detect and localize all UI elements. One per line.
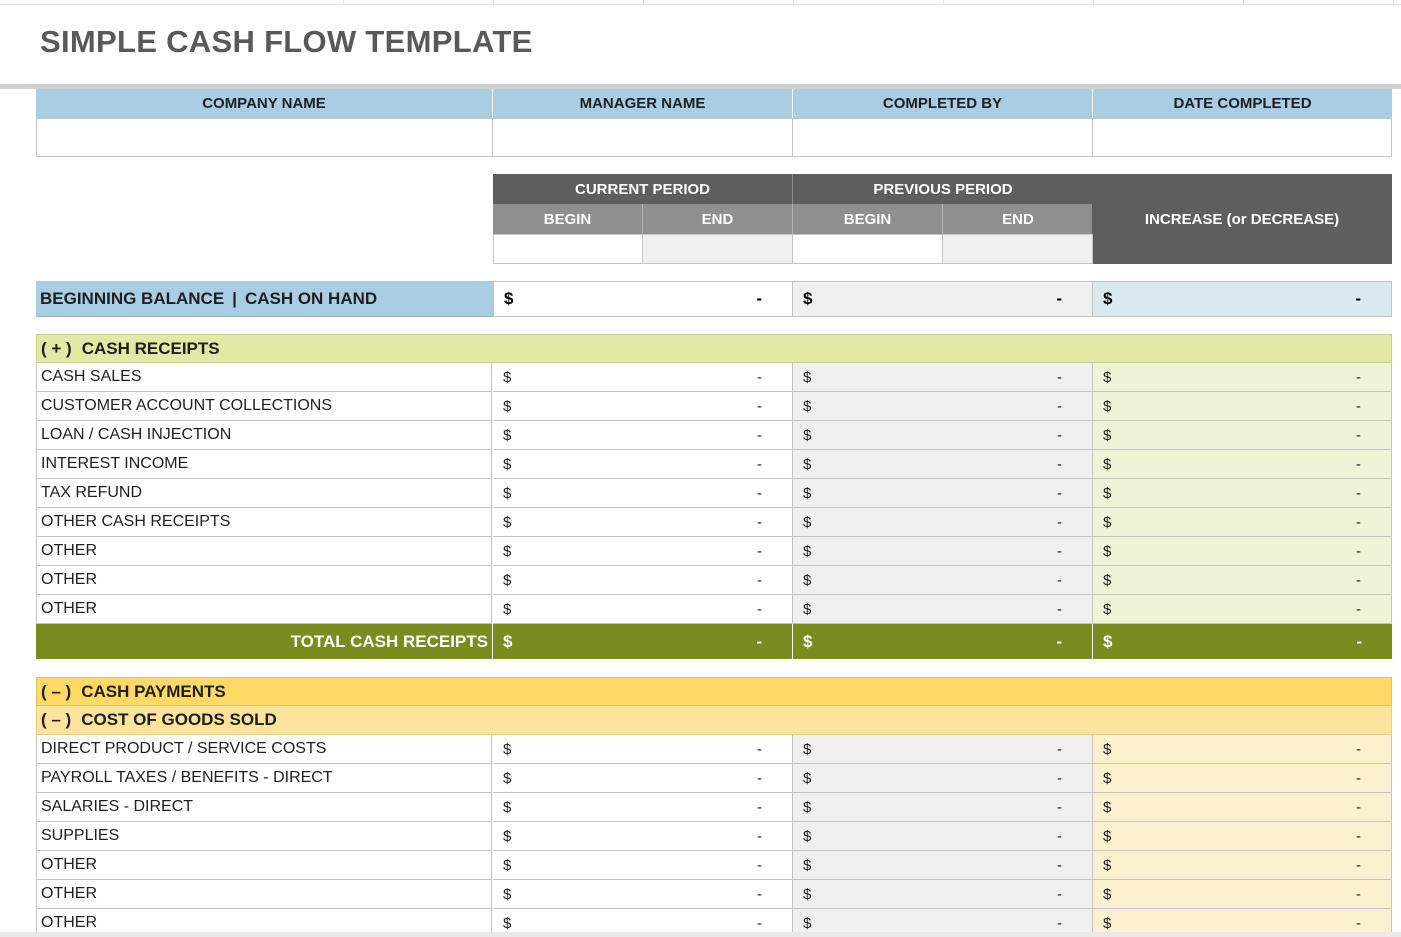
increase-decrease-cell xyxy=(1093,851,1392,880)
cell-value: - xyxy=(757,513,762,531)
currency-symbol: $ xyxy=(803,513,812,531)
cell-value: - xyxy=(1057,368,1062,386)
cash-payments-header xyxy=(36,677,1392,706)
currency-symbol: $ xyxy=(503,914,512,932)
beginning-balance-text: BEGINNING BALANCE xyxy=(40,288,225,308)
current-period-header: CURRENT PERIOD xyxy=(493,174,793,204)
row-label: TAX REFUND xyxy=(36,479,492,508)
increase-decrease-cell xyxy=(1093,450,1392,479)
previous-period-cell[interactable] xyxy=(793,595,1093,624)
cell-value: - xyxy=(1057,542,1062,560)
row-label: OTHER xyxy=(36,880,492,909)
cell-value: - xyxy=(1056,289,1062,308)
increase-decrease-cell xyxy=(1093,392,1392,421)
current-period-cell[interactable] xyxy=(493,421,793,450)
company-name-input[interactable] xyxy=(36,118,493,157)
cell-value: - xyxy=(1356,740,1361,758)
current-period-cell[interactable] xyxy=(493,566,793,595)
previous-period-cell[interactable] xyxy=(793,822,1093,851)
current-period-cell[interactable] xyxy=(493,764,793,793)
previous-period-cell[interactable] xyxy=(793,880,1093,909)
cell-value: - xyxy=(757,368,762,386)
cell-value: - xyxy=(1356,856,1361,874)
completed-by-header: COMPLETED BY xyxy=(793,89,1093,118)
cell-value: - xyxy=(1356,397,1361,415)
previous-period-cell[interactable] xyxy=(793,735,1093,764)
cell-value: - xyxy=(1356,885,1361,903)
currency-symbol: $ xyxy=(1103,914,1112,932)
previous-begin-header: BEGIN xyxy=(793,204,943,234)
manager-name-header: MANAGER NAME xyxy=(493,89,793,118)
increase-decrease-cell xyxy=(1093,508,1392,537)
currency-symbol: $ xyxy=(1103,885,1112,903)
previous-begin-date-input[interactable] xyxy=(793,234,943,264)
current-period-cell[interactable] xyxy=(493,392,793,421)
cell-value: - xyxy=(756,631,762,651)
currency-symbol: $ xyxy=(503,600,512,618)
currency-symbol: $ xyxy=(1103,827,1112,845)
currency-symbol: $ xyxy=(803,397,812,415)
increase-decrease-cell xyxy=(1093,479,1392,508)
page-title: SIMPLE CASH FLOW TEMPLATE xyxy=(40,24,533,59)
cell-value: - xyxy=(1355,289,1361,308)
increase-decrease-cell xyxy=(1093,566,1392,595)
currency-symbol: $ xyxy=(1103,631,1113,651)
currency-symbol: $ xyxy=(1103,740,1112,758)
cell-value: - xyxy=(1057,397,1062,415)
cell-value: - xyxy=(1057,740,1062,758)
cell-value: - xyxy=(757,856,762,874)
previous-period-cell[interactable] xyxy=(793,421,1093,450)
currency-symbol: $ xyxy=(503,769,512,787)
currency-symbol: $ xyxy=(1103,397,1112,415)
currency-symbol: $ xyxy=(803,426,812,444)
beginning-balance-increase xyxy=(1093,281,1392,317)
currency-symbol: $ xyxy=(1103,289,1113,308)
current-period-cell[interactable] xyxy=(493,793,793,822)
increase-decrease-cell xyxy=(1093,537,1392,566)
beginning-balance-current[interactable] xyxy=(493,281,793,317)
currency-symbol: $ xyxy=(503,455,512,473)
currency-symbol: $ xyxy=(803,455,812,473)
currency-symbol: $ xyxy=(803,600,812,618)
cell-value: - xyxy=(1356,513,1361,531)
increase-decrease-cell xyxy=(1093,822,1392,851)
previous-period-cell[interactable] xyxy=(793,363,1093,392)
cell-value: - xyxy=(1057,856,1062,874)
currency-symbol: $ xyxy=(1103,426,1112,444)
cell-value: - xyxy=(757,885,762,903)
beginning-balance-label xyxy=(36,281,493,317)
cell-value: - xyxy=(1057,798,1062,816)
currency-symbol: $ xyxy=(803,914,812,932)
currency-symbol: $ xyxy=(803,856,812,874)
currency-symbol: $ xyxy=(503,856,512,874)
cell-value: - xyxy=(757,914,762,932)
increase-decrease-header: INCREASE (or DECREASE) xyxy=(1092,174,1392,264)
currency-symbol: $ xyxy=(503,571,512,589)
cell-value: - xyxy=(1057,426,1062,444)
cell-value: - xyxy=(757,542,762,560)
current-period-cell[interactable] xyxy=(493,363,793,392)
previous-period-cell[interactable] xyxy=(793,566,1093,595)
currency-symbol: $ xyxy=(1103,769,1112,787)
cell-value: - xyxy=(1356,914,1361,932)
cell-value: - xyxy=(757,571,762,589)
currency-symbol: $ xyxy=(803,769,812,787)
increase-decrease-cell xyxy=(1093,595,1392,624)
currency-symbol: $ xyxy=(503,426,512,444)
currency-symbol: $ xyxy=(1103,368,1112,386)
previous-period-cell[interactable] xyxy=(793,450,1093,479)
cell-value: - xyxy=(1056,631,1062,651)
currency-symbol: $ xyxy=(1103,542,1112,560)
total-cash-receipts-increase xyxy=(1093,624,1392,659)
row-label: OTHER xyxy=(36,537,492,566)
previous-end-header: END xyxy=(943,204,1093,234)
row-label: SALARIES - DIRECT xyxy=(36,793,492,822)
cell-value: - xyxy=(757,426,762,444)
row-label: CASH SALES xyxy=(36,363,492,392)
currency-symbol: $ xyxy=(1103,455,1112,473)
currency-symbol: $ xyxy=(803,631,813,651)
minus-sign: ( – ) xyxy=(41,710,72,729)
minus-sign: ( – ) xyxy=(41,681,72,701)
total-cash-receipts-current xyxy=(493,624,793,659)
sheet-top-gridlines xyxy=(0,0,1401,5)
currency-symbol: $ xyxy=(503,740,512,758)
cell-value: - xyxy=(1057,571,1062,589)
cell-value: - xyxy=(1356,631,1362,651)
cell-value: - xyxy=(756,289,762,308)
cell-value: - xyxy=(1356,455,1361,473)
currency-symbol: $ xyxy=(503,513,512,531)
increase-decrease-cell xyxy=(1093,793,1392,822)
current-end-date-input[interactable] xyxy=(643,234,793,264)
row-label: OTHER xyxy=(36,909,492,937)
previous-period-cell[interactable] xyxy=(793,392,1093,421)
cell-value: - xyxy=(757,397,762,415)
cash-receipts-header xyxy=(36,334,1392,363)
increase-decrease-cell xyxy=(1093,764,1392,793)
currency-symbol: $ xyxy=(503,542,512,560)
current-period-cell[interactable] xyxy=(493,595,793,624)
completed-by-input[interactable] xyxy=(793,118,1093,157)
currency-symbol: $ xyxy=(503,885,512,903)
currency-symbol: $ xyxy=(503,631,513,651)
currency-symbol: $ xyxy=(803,542,812,560)
row-label: OTHER CASH RECEIPTS xyxy=(36,508,492,537)
currency-symbol: $ xyxy=(504,289,514,308)
previous-period-cell[interactable] xyxy=(793,764,1093,793)
current-period-cell[interactable] xyxy=(493,735,793,764)
cell-value: - xyxy=(1057,769,1062,787)
company-name-header: COMPANY NAME xyxy=(36,89,493,118)
cash-receipts-title: CASH RECEIPTS xyxy=(81,338,220,358)
cell-value: - xyxy=(757,740,762,758)
date-completed-header: DATE COMPLETED xyxy=(1093,89,1392,118)
currency-symbol: $ xyxy=(803,798,812,816)
cell-value: - xyxy=(1356,769,1361,787)
cell-value: - xyxy=(1057,600,1062,618)
current-period-cell[interactable] xyxy=(493,450,793,479)
manager-name-input[interactable] xyxy=(493,118,793,157)
cell-value: - xyxy=(1356,426,1361,444)
currency-symbol: $ xyxy=(503,798,512,816)
cell-value: - xyxy=(757,827,762,845)
sheet-bottom-strip xyxy=(0,932,1401,937)
currency-symbol: $ xyxy=(1103,856,1112,874)
cell-value: - xyxy=(1356,827,1361,845)
currency-symbol: $ xyxy=(1103,798,1112,816)
currency-symbol: $ xyxy=(503,397,512,415)
row-label: SUPPLIES xyxy=(36,822,492,851)
previous-period-cell[interactable] xyxy=(793,508,1093,537)
cell-value: - xyxy=(1356,542,1361,560)
current-period-cell[interactable] xyxy=(493,880,793,909)
row-label: DIRECT PRODUCT / SERVICE COSTS xyxy=(36,735,492,764)
cell-value: - xyxy=(1057,513,1062,531)
cell-value: - xyxy=(1356,571,1361,589)
currency-symbol: $ xyxy=(1103,600,1112,618)
current-period-cell[interactable] xyxy=(493,508,793,537)
cell-value: - xyxy=(1356,798,1361,816)
currency-symbol: $ xyxy=(1103,513,1112,531)
currency-symbol: $ xyxy=(803,571,812,589)
beginning-balance-previous[interactable] xyxy=(793,281,1093,317)
date-completed-input[interactable] xyxy=(1093,118,1392,157)
previous-period-cell[interactable] xyxy=(793,793,1093,822)
currency-symbol: $ xyxy=(803,368,812,386)
cogs-title: COST OF GOODS SOLD xyxy=(81,710,277,729)
cell-value: - xyxy=(1057,827,1062,845)
cell-value: - xyxy=(757,484,762,502)
increase-decrease-cell xyxy=(1093,880,1392,909)
cell-value: - xyxy=(1057,914,1062,932)
previous-end-date-input[interactable] xyxy=(943,234,1093,264)
current-period-cell[interactable] xyxy=(493,537,793,566)
currency-symbol: $ xyxy=(503,827,512,845)
cell-value: - xyxy=(1057,484,1062,502)
plus-sign: ( + ) xyxy=(41,338,72,358)
increase-decrease-cell xyxy=(1093,363,1392,392)
current-period-cell[interactable] xyxy=(493,822,793,851)
cell-value: - xyxy=(757,455,762,473)
row-label: PAYROLL TAXES / BENEFITS - DIRECT xyxy=(36,764,492,793)
current-end-header: END xyxy=(643,204,793,234)
cash-payments-title: CASH PAYMENTS xyxy=(81,681,226,701)
current-period-cell[interactable] xyxy=(493,851,793,880)
currency-symbol: $ xyxy=(1103,484,1112,502)
cell-value: - xyxy=(1356,600,1361,618)
previous-period-header: PREVIOUS PERIOD xyxy=(793,174,1093,204)
currency-symbol: $ xyxy=(803,885,812,903)
current-begin-header: BEGIN xyxy=(493,204,643,234)
cogs-header xyxy=(36,706,1392,735)
cell-value: - xyxy=(1356,368,1361,386)
cash-on-hand-text: CASH ON HAND xyxy=(244,288,378,308)
current-period-cell[interactable] xyxy=(493,479,793,508)
beginning-balance-separator: | xyxy=(232,288,237,308)
currency-symbol: $ xyxy=(1103,571,1112,589)
row-label: LOAN / CASH INJECTION xyxy=(36,421,492,450)
row-label: CUSTOMER ACCOUNT COLLECTIONS xyxy=(36,392,492,421)
row-label: OTHER xyxy=(36,851,492,880)
row-label: INTEREST INCOME xyxy=(36,450,492,479)
cell-value: - xyxy=(1057,885,1062,903)
currency-symbol: $ xyxy=(803,289,813,308)
cell-value: - xyxy=(757,798,762,816)
cell-value: - xyxy=(1057,455,1062,473)
currency-symbol: $ xyxy=(803,827,812,845)
increase-decrease-cell xyxy=(1093,735,1392,764)
cell-value: - xyxy=(757,600,762,618)
currency-symbol: $ xyxy=(803,740,812,758)
row-label: OTHER xyxy=(36,595,492,624)
previous-period-cell[interactable] xyxy=(793,479,1093,508)
current-begin-date-input[interactable] xyxy=(493,234,643,264)
total-cash-receipts-previous xyxy=(793,624,1093,659)
previous-period-cell[interactable] xyxy=(793,537,1093,566)
currency-symbol: $ xyxy=(803,484,812,502)
cell-value: - xyxy=(757,769,762,787)
increase-decrease-cell xyxy=(1093,421,1392,450)
cell-value: - xyxy=(1356,484,1361,502)
row-label: OTHER xyxy=(36,566,492,595)
currency-symbol: $ xyxy=(503,368,512,386)
previous-period-cell[interactable] xyxy=(793,851,1093,880)
total-cash-receipts-label: TOTAL CASH RECEIPTS xyxy=(36,624,493,659)
currency-symbol: $ xyxy=(503,484,512,502)
